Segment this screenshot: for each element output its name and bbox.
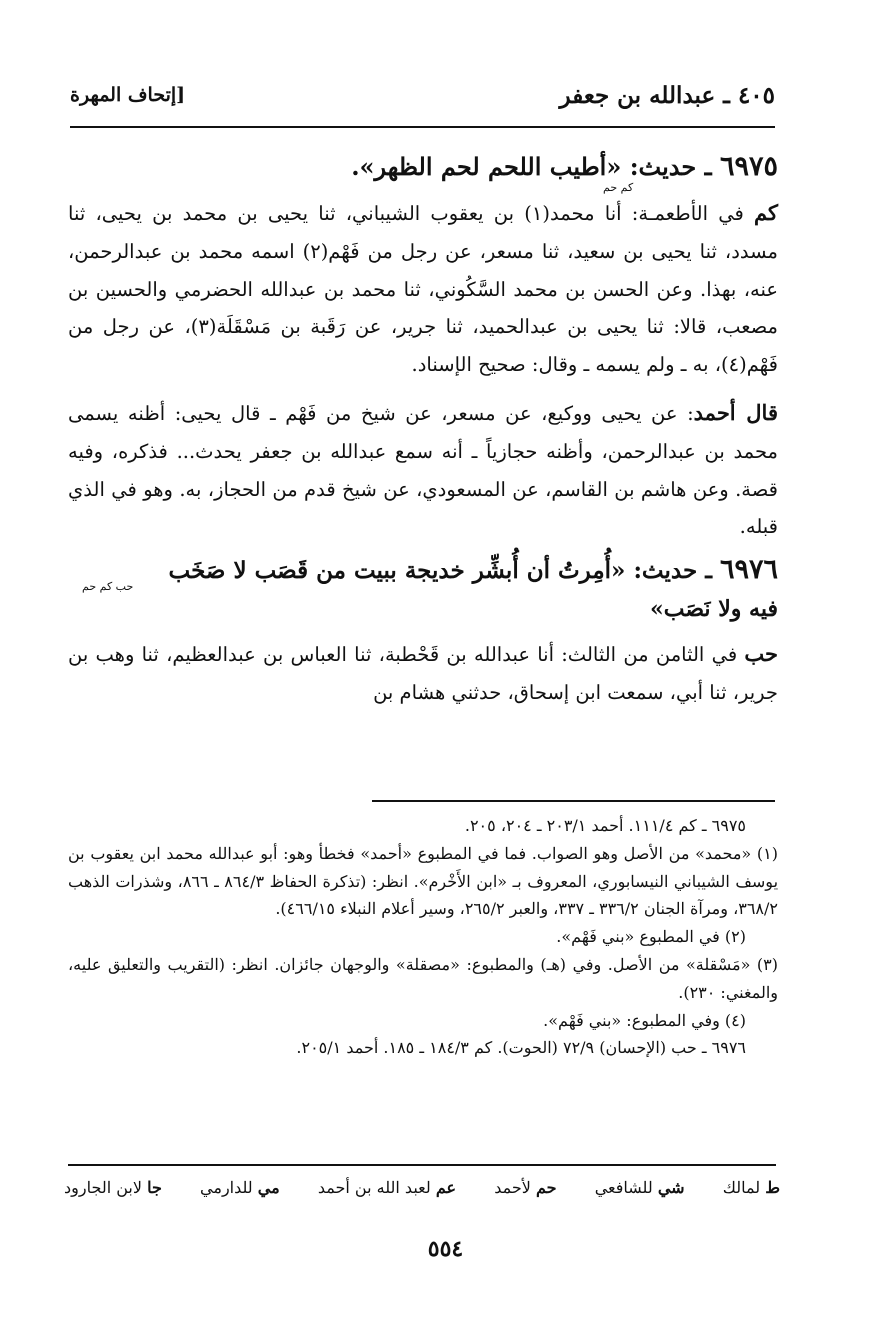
hadith-6975-para-1 <box>68 194 778 384</box>
abbreviation-rule <box>68 1164 776 1166</box>
hadith-6976-title <box>68 552 778 589</box>
footnote-1: (١) «محمد» من الأصل وهو الصواب. فما في المطبوع «أحمد» فخطأ وهو: أبو عبدالله محمد ابن يعقوب بن يوسف الشيباني النيسابوري، المعروف بـ «ابن الأَخْرم». انظر: (تذكرة الحفاظ ٨٦٤/٣ ـ ٨٦٦، وشذرات الذهب ٣٦٨/٢، ومرآة الجنان ٣٣٦/٢ ـ ٣٣٧، والعبر ٢٦٥/٢، وسير أعلام النبلاء ٤٦٦/١٥). <box>68 843 779 919</box>
hadith-6975-title <box>68 148 778 186</box>
page-number: ٥٥٤ <box>427 1236 464 1262</box>
footnote-source-6975: ٦٩٧٥ ـ كم ١١١/٤. أحمد ٢٠٣/١ ـ ٢٠٤، ٢٠٥. <box>464 816 746 835</box>
para-text: : عن يحيى ووكيع، عن مسعر، عن شيخ من فَهْم ـ قال يحيى: أظنه يسمى محمد بن عبدالرحمن، وأظنه حجازياً ـ أنه سمع عبدالله بن جعفر يحدث... فذكره، وفيه قصة. وعن هاشم بن القاسم، عن المسعودي، عن شيخ قدم من الحجاز، به. وهو في الذي قبله. <box>68 401 778 539</box>
hadith-6976-title-cont: فيه ولا نَصَب» <box>650 596 778 623</box>
source-siglum: قال أحمد <box>693 399 778 425</box>
source-siglum: حب <box>744 641 778 667</box>
footnote-source-6976: ٦٩٧٦ ـ حب (الإحسان) ٧٢/٩ (الحوت). كم ١٨٤/٣ ـ ١٨٥. أحمد ٢٠٥/١. <box>296 1038 746 1058</box>
footnote-3: (٣) «مَسْقلة» من الأصل. وفي (هـ) والمطبوع: «مصقلة» والوجهان جائزان. انظر: (التقريب والتعليق عليه، والمغني: ٢٣٠). <box>68 954 778 1002</box>
abbreviation-item: ط لمالك <box>722 1178 780 1197</box>
running-header <box>70 78 775 112</box>
abbreviation-key <box>64 1178 780 1197</box>
footnotes <box>68 812 778 1062</box>
hadith-number: ٦٩٧٦ <box>719 554 778 586</box>
source-siglum: كم <box>754 200 779 225</box>
abbreviation-item: شي للشافعي <box>594 1178 685 1197</box>
abbreviation-item: حم لأحمد <box>494 1178 557 1197</box>
hadith-text: ـ حديث: «أُمِرتُ أن أُبشِّر خديجة ببيت من قَصَب لا صَخَب <box>168 557 712 585</box>
header-rule <box>70 126 775 128</box>
main-text <box>68 148 778 712</box>
hadith-6975-para-2 <box>68 394 778 546</box>
hadith-6976-para-1 <box>68 635 778 712</box>
para-text: في الأطعمـة: أنا محمد(١) بن يعقوب الشيباني، ثنا يحيى بن محمد بن يحيى، ثنا مسدد، ثنا يحيى بن سعيد، ثنا مسعر، عن رجل من فَهْم(٢) اسمه محمد بن عبدالرحمن، عنه، بهذا. وعن الحسن بن محمد السَّكُوني، ثنا محمد بن عبدالله الحضرمي والحسين بن مصعب، قالا: ثنا يحيى بن عبدالحميد، ثنا جرير، عن رَقَبة بن مَسْقَلَة(٣)، عن رجل من فَهْم(٤)، به ـ ولم يسمه ـ وقال: صحيح الإسناد. <box>68 202 778 377</box>
footnote-rule <box>372 800 775 802</box>
footnote-4: (٤) وفي المطبوع: «بني فَهْم». <box>543 1010 746 1030</box>
hadith-text: ـ حديث: «أطيب اللحم لحم الظهر». <box>351 152 712 181</box>
hadith-6975-siglum: كم حم <box>603 181 634 194</box>
footnote-2: (٢) في المطبوع «بني فَهْم». <box>556 927 746 947</box>
abbreviation-item: عم لعبد الله بن أحمد <box>317 1178 457 1197</box>
header-book-title: [إتحاف المهرة <box>70 84 186 106</box>
para-text: في الثامن من الثالث: أنا عبدالله بن قَحْطبة، ثنا العباس بن عبدالعظيم، ثنا وهب بن جرير، ثنا أبي، سمعت ابن إسحاق، حدثني هشام بن <box>68 643 778 704</box>
header-chapter: ٤٠٥ ـ عبدالله بن جعفر <box>559 81 775 109</box>
hadith-number: ٦٩٧٥ <box>719 151 778 182</box>
abbreviation-item: مي للدارمي <box>200 1178 280 1197</box>
abbreviation-item: جا لابن الجارود <box>64 1178 162 1197</box>
hadith-6976-siglum: حب كم حم <box>82 580 134 594</box>
